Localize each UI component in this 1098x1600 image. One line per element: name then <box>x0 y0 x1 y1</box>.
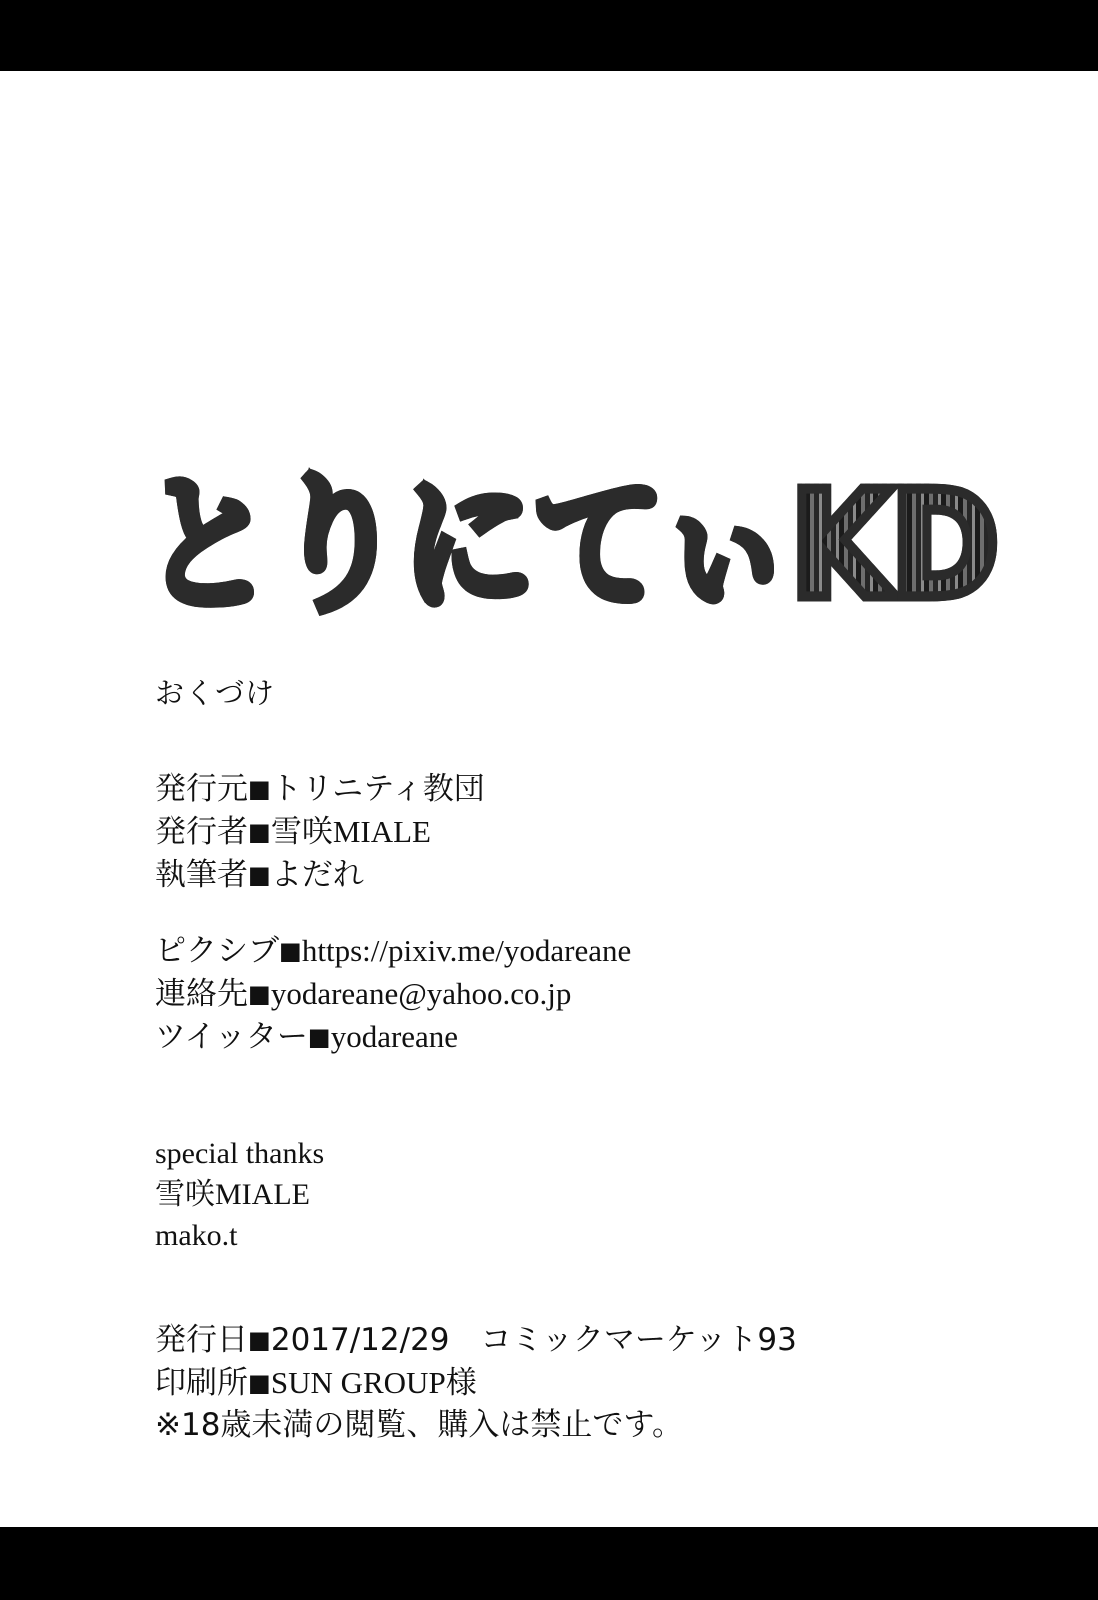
pixiv-url[interactable]: https://pixiv.me/yodareane <box>301 933 632 969</box>
twitter-line <box>155 1016 975 1059</box>
page-canvas <box>0 71 1098 1527</box>
publisher-value: トリニティ教団 <box>270 771 485 807</box>
separator-icon: ■ <box>248 980 271 1009</box>
separator-icon: ■ <box>248 817 271 846</box>
printer-label: 印刷所 <box>155 1364 248 1401</box>
issue-date-label: 発行日 <box>155 1321 248 1358</box>
mail-label: 連絡先 <box>155 976 248 1013</box>
colophon-heading: おくづけ <box>155 676 276 710</box>
issuer-value: 雪咲MIALE <box>270 813 431 849</box>
separator-icon: ■ <box>248 775 271 804</box>
pixiv-line <box>155 930 975 973</box>
contact-block <box>155 930 975 1058</box>
title-logo <box>142 459 998 633</box>
separator-icon: ■ <box>248 1325 271 1354</box>
issuer-label: 発行者 <box>155 813 248 850</box>
issue-date-line <box>155 1319 975 1362</box>
printer-line <box>155 1362 975 1405</box>
author-value: よだれ <box>270 856 364 893</box>
author-label: 執筆者 <box>155 856 248 893</box>
author-line <box>155 854 975 897</box>
special-thanks-block <box>155 1133 975 1257</box>
issue-date-value: 2017/12/29 コミックマーケット93 <box>270 1321 797 1358</box>
twitter-label: ツイッター <box>155 1018 308 1055</box>
printer-value: SUN GROUP様 <box>270 1364 477 1400</box>
issuer-line <box>155 811 975 854</box>
separator-icon: ■ <box>248 1368 271 1397</box>
twitter-handle[interactable]: yodareane <box>330 1018 459 1054</box>
mail-line <box>155 973 975 1016</box>
separator-icon: ■ <box>279 937 302 966</box>
publisher-block <box>155 768 975 896</box>
special-thanks-name: mako.t <box>155 1219 238 1253</box>
separator-icon: ■ <box>248 860 271 889</box>
publisher-line <box>155 768 975 811</box>
footer-block <box>155 1319 975 1447</box>
special-thanks-title: special thanks <box>155 1136 325 1170</box>
age-restriction-notice: ※18歳未満の閲覧、購入は禁止です。 <box>155 1407 683 1444</box>
separator-icon: ■ <box>307 1022 331 1051</box>
title-logo-text: とりにてぃKD <box>142 459 998 633</box>
publisher-label: 発行元 <box>155 771 248 807</box>
special-thanks-name: 雪咲MIALE <box>155 1177 310 1211</box>
mail-address[interactable]: yodareane@yahoo.co.jp <box>270 976 572 1012</box>
pixiv-label: ピクシブ <box>155 933 279 970</box>
colophon-section <box>155 671 975 1447</box>
